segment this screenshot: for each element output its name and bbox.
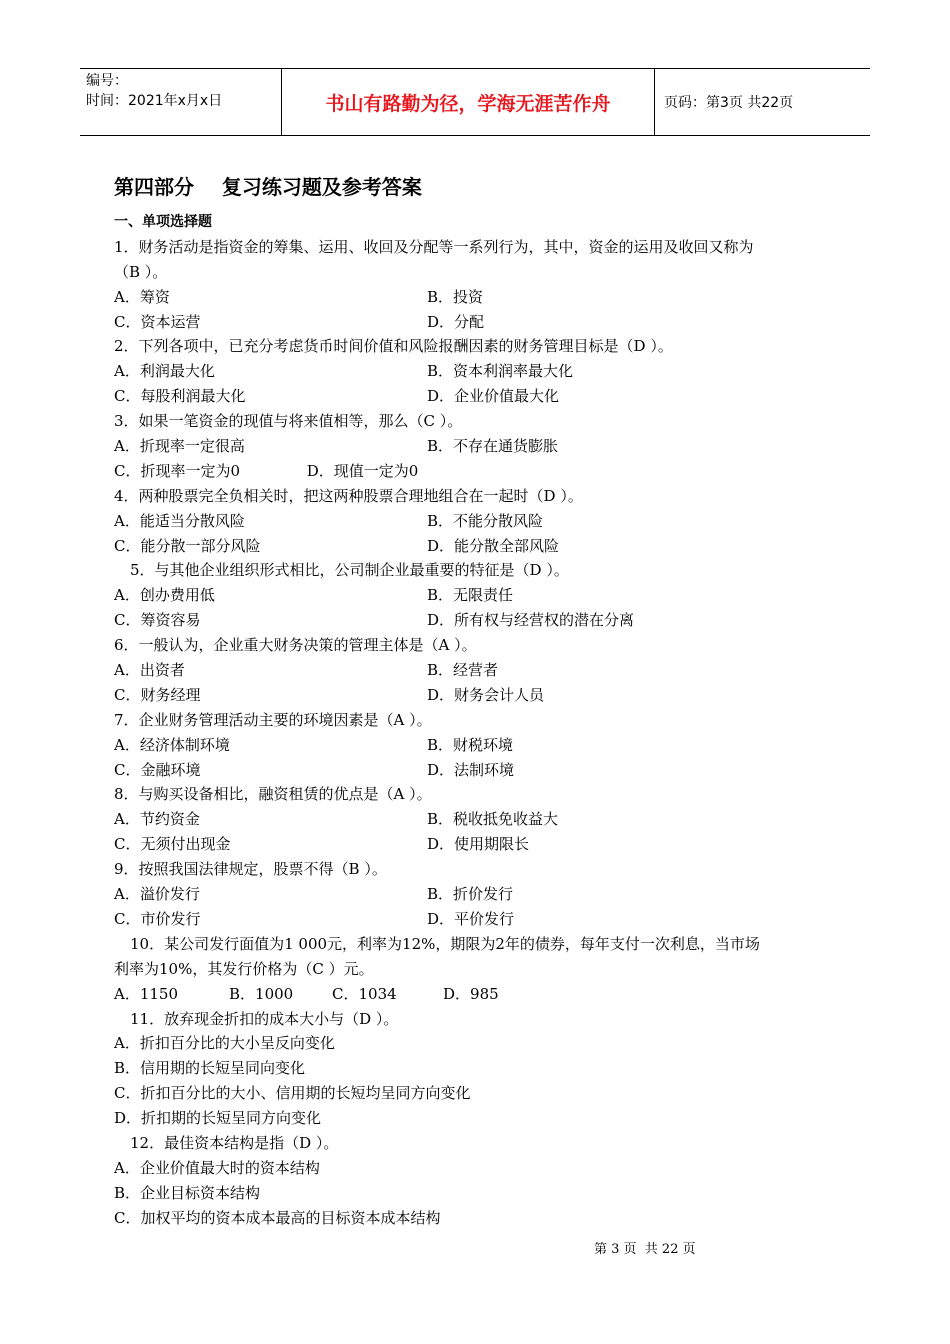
question-11: 11．放弃现金折扣的成本大小与（D ）。 [130,1009,399,1028]
question-10-cont: 利率为10%，其发行价格为（C ）元。 [114,959,374,978]
option-a: A．利润最大化 [114,362,215,381]
option-a: A．出资者 [114,661,185,680]
option-b: B．企业目标资本结构 [114,1183,261,1202]
question-9: 9．按照我国法律规定，股票不得（B ）。 [114,860,387,879]
option-a: A．创办费用低 [114,586,215,605]
question-7: 7．企业财务管理活动主要的环境因素是（A ）。 [114,710,432,729]
header-meta [80,69,282,135]
option-a: A．折扣百分比的大小呈反向变化 [114,1034,335,1053]
options-row [114,758,844,783]
options-row [114,434,844,459]
option-d: D．分配 [427,312,485,331]
options-row [114,733,844,758]
option-c: C．加权平均的资本成本最高的目标资本成本结构 [114,1208,441,1227]
option-d: D．985 [443,984,499,1003]
options-row [114,509,844,534]
option-d: D．法制环境 [427,760,515,779]
options-row [114,832,844,857]
footer-page-number: 第 3 页 共 22 页 [594,1242,696,1257]
option-a: A．折现率一定很高 [114,437,245,456]
option-a: A．筹资 [114,287,170,306]
option-d: D．使用期限长 [427,835,530,854]
option-b: B．信用期的长短呈同向变化 [114,1059,306,1078]
option-b: B．不能分散风险 [427,511,544,530]
options-row [114,285,844,310]
option-c: C．资本运营 [114,312,201,331]
option-d: D．所有权与经营权的潜在分离 [427,611,635,630]
question-2: 2．下列各项中，已充分考虑货币时间价值和风险报酬因素的财务管理目标是（D ）。 [114,337,673,356]
options-row [114,882,844,907]
options-row [114,583,844,608]
options-row-cd: C．折现率一定为0 D．现值一定为0 [114,461,419,480]
question-5: 5．与其他企业组织形式相比，公司制企业最重要的特征是（D ）。 [130,561,569,580]
options-row [114,807,844,832]
options-row [114,608,844,633]
option-b: B．财税环境 [427,735,514,754]
header-time-label: 时间：2021年x月x日 [86,93,223,109]
option-c: C．无须付出现金 [114,835,231,854]
question-8: 8．与购买设备相比，融资租赁的优点是（A ）。 [114,785,432,804]
options-row [114,907,844,932]
options-row [114,310,844,335]
option-c: C．能分散一部分风险 [114,536,261,555]
option-c: C．财务经理 [114,685,201,704]
options-row [114,359,844,384]
option-b: B．折价发行 [427,885,514,904]
option-a: A．能适当分散风险 [114,511,245,530]
option-c: C．1034 [332,984,397,1003]
document-header [80,68,870,136]
option-c: C．筹资容易 [114,611,201,630]
question-4: 4．两种股票完全负相关时，把这两种股票合理地组合在一起时（D ）。 [114,486,583,505]
option-b: B．资本利润率最大化 [427,362,574,381]
options-row [114,683,844,708]
header-number-label: 编号： [86,73,128,89]
option-d: D．企业价值最大化 [427,387,560,406]
page-title: 第四部分 复习练习题及参考答案 [114,175,422,199]
option-c: C．金融环境 [114,760,201,779]
option-d: D．财务会计人员 [427,685,545,704]
document-body [114,170,844,1231]
options-row [114,534,844,559]
section-heading: 一、单项选择题 [114,214,212,230]
option-a: A．溢价发行 [114,885,200,904]
option-b: B．不存在通货膨胀 [427,437,559,456]
question-1: 1．财务活动是指资金的筹集、运用、收回及分配等一系列行为，其中，资金的运用及收回又称为 [114,237,754,256]
option-d: D．折扣期的长短呈同方向变化 [114,1109,322,1128]
option-c: C．折扣百分比的大小、信用期的长短均呈同方向变化 [114,1084,471,1103]
option-c: C．市价发行 [114,909,201,928]
option-b: B．经营者 [427,661,499,680]
option-b: B．无限责任 [427,586,514,605]
option-b: B．税收抵免收益大 [427,810,559,829]
options-row [114,658,844,683]
option-b: B．1000 [229,984,294,1003]
question-10: 10．某公司发行面值为1 000元，利率为12%，期限为2年的债券，每年支付一次利息，当市场 [130,934,760,953]
option-c: C．每股利润最大化 [114,387,246,406]
question-6: 6．一般认为，企业重大财务决策的管理主体是（A ）。 [114,636,477,655]
option-b: B．投资 [427,287,484,306]
option-a: A．1150 [114,984,179,1003]
options-row [114,384,844,409]
option-d: D．平价发行 [427,909,515,928]
option-a: A．经济体制环境 [114,735,230,754]
question-3: 3．如果一笔资金的现值与将来值相等，那么（C ）。 [114,412,463,431]
question-12: 12．最佳资本结构是指（D ）。 [130,1133,339,1152]
option-a: A．企业价值最大时的资本结构 [114,1158,320,1177]
options-row [114,982,844,1007]
header-page-info: 页码：第3页 共22页 [664,95,794,111]
question-1-cont: （B ）。 [114,262,168,281]
option-d: D．能分散全部风险 [427,536,560,555]
option-a: A．节约资金 [114,810,200,829]
header-motto: 书山有路勤为径，学海无涯苦作舟 [282,69,655,135]
